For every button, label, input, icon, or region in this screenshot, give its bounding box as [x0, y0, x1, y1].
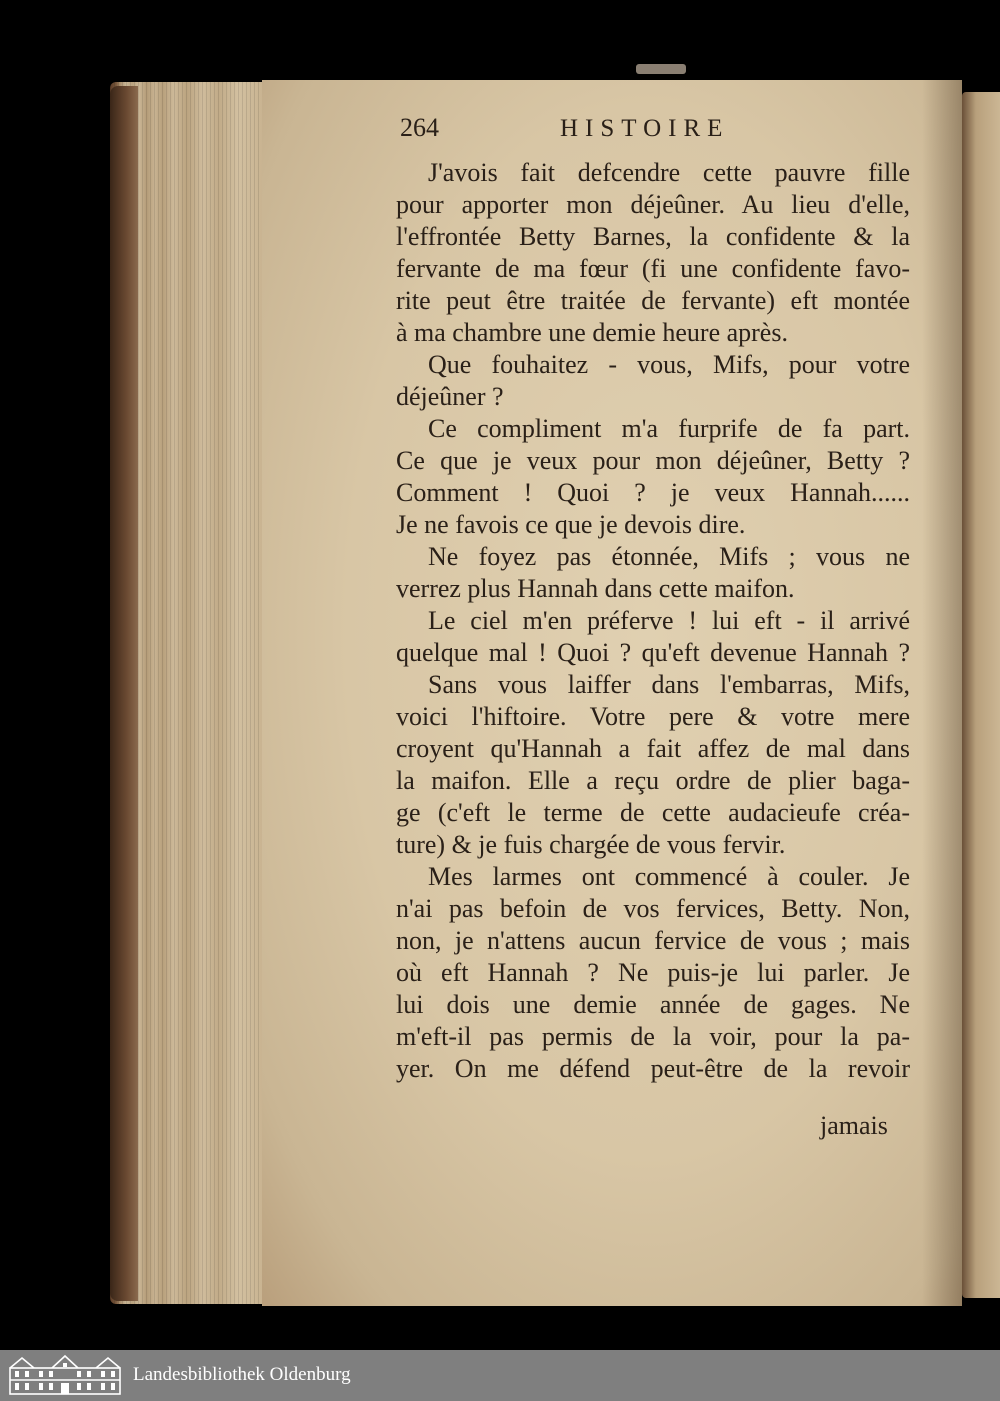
- text-line: fervante de ma fœur (fi une confidente favo-: [396, 254, 910, 283]
- running-title: HISTOIRE: [560, 115, 730, 142]
- text-line: croyent qu'Hannah a fait affez de mal dans: [396, 734, 910, 763]
- facing-page-edge: [962, 92, 1000, 1298]
- text-line: l'effrontée Betty Barnes, la confidente & la: [396, 222, 910, 251]
- scanner-clip: [636, 64, 686, 74]
- text-line: non, je n'attens aucun fervice de vous ; mais: [396, 926, 910, 955]
- text-line: n'ai pas befoin de vos fervices, Betty. Non,: [396, 894, 910, 923]
- text-line: Je ne favois ce que je devois dire.: [396, 510, 746, 539]
- text-line: pour apporter mon déjeûner. Au lieu d'elle,: [396, 190, 910, 219]
- text-line: Ce que je veux pour mon déjeûner, Betty ?: [396, 446, 910, 475]
- text-line: à ma chambre une demie heure après.: [396, 318, 788, 347]
- catchword: jamais: [820, 1111, 888, 1140]
- text-line: m'eft-il pas permis de la voir, pour la pa-: [396, 1022, 910, 1051]
- page-number: 264: [400, 113, 439, 142]
- text-line: la maifon. Elle a reçu ordre de plier baga-: [396, 766, 910, 795]
- library-name: Landesbibliothek Oldenburg: [133, 1364, 351, 1385]
- text-line: où eft Hannah ? Ne puis-je lui parler. Je: [396, 958, 910, 987]
- text-line: Que fouhaitez - vous, Mifs, pour votre: [428, 350, 910, 379]
- book-spine: [110, 86, 138, 1301]
- text-line: lui dois une demie année de gages. Ne: [396, 990, 910, 1019]
- text-line: Le ciel m'en préferve ! lui eft - il arrivé: [428, 606, 910, 635]
- text-line: J'avois fait defcendre cette pauvre fille: [428, 158, 910, 187]
- library-building-icon: [8, 1354, 122, 1396]
- page-header: [400, 113, 910, 147]
- text-line: Comment ! Quoi ? je veux Hannah......: [396, 478, 910, 507]
- text-line: ture) & je fuis chargée de vous fervir.: [396, 830, 786, 859]
- text-line: verrez plus Hannah dans cette maifon.: [396, 574, 795, 603]
- text-line: voici l'hiftoire. Votre pere & votre mere: [396, 702, 910, 731]
- text-line: ge (c'eft le terme de cette audacieufe créa-: [396, 798, 910, 827]
- text-line: quelque mal ! Quoi ? qu'eft devenue Hannah ?: [396, 638, 910, 667]
- text-line: Mes larmes ont commencé à couler. Je: [428, 862, 910, 891]
- text-line: déjeûner ?: [396, 382, 504, 411]
- text-line: Ne foyez pas étonnée, Mifs ; vous ne: [428, 542, 910, 571]
- footer-bar: [0, 1350, 1000, 1401]
- text-line: rite peut être traitée de fervante) eft montée: [396, 286, 910, 315]
- text-line: Sans vous laiffer dans l'embarras, Mifs,: [428, 670, 910, 699]
- page-text: [396, 158, 910, 1086]
- text-line: Ce compliment m'a furprife de fa part.: [428, 414, 910, 443]
- text-line: yer. On me défend peut-être de la revoir: [396, 1054, 910, 1083]
